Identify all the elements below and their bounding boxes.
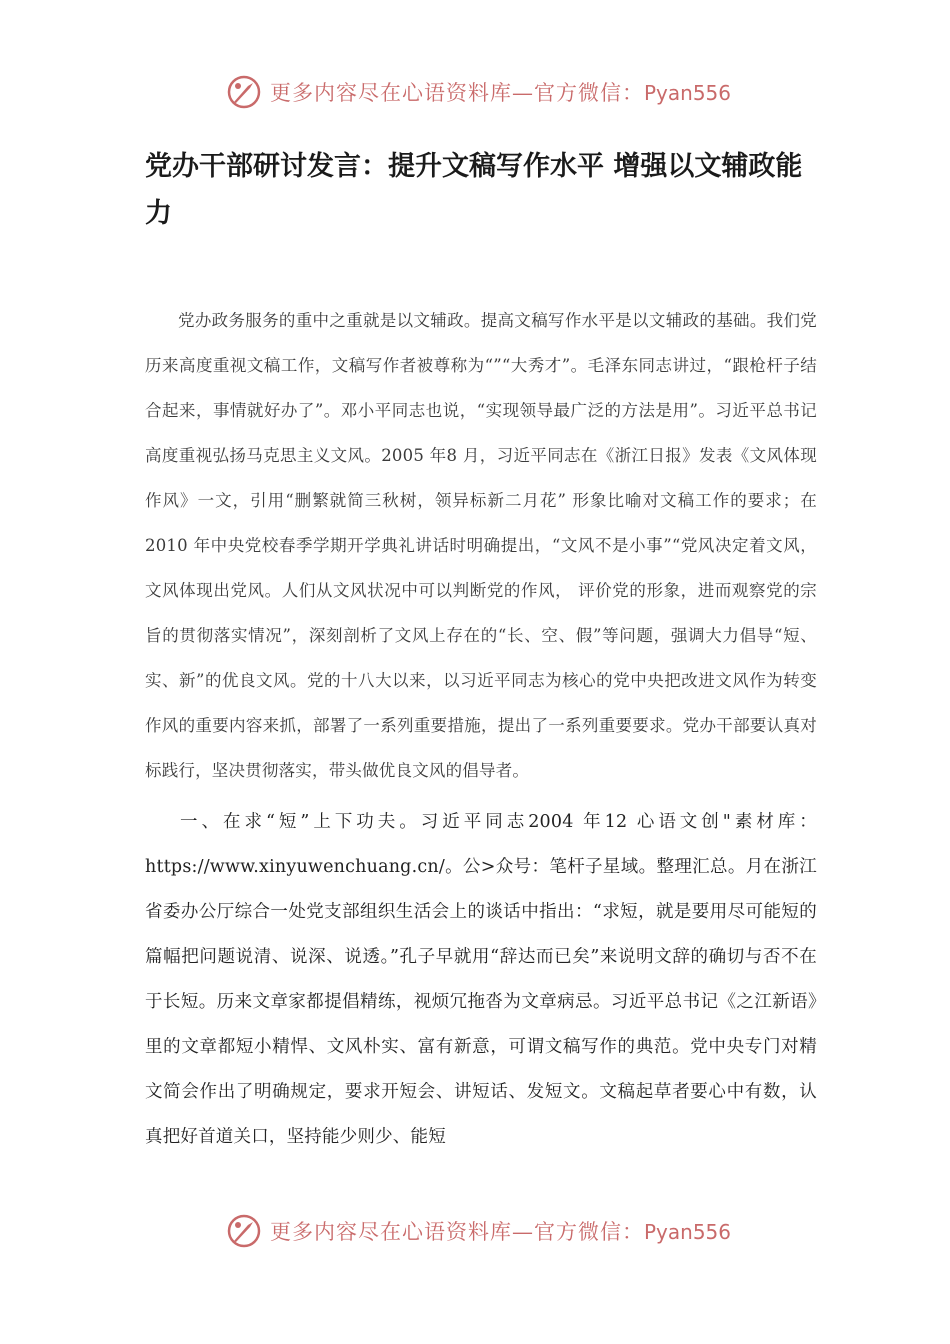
- footer-banner[interactable]: [226, 1211, 746, 1251]
- wechat-id: Pyan556: [644, 1220, 732, 1244]
- document-title: 党办干部研讨发言：提升文稿写作水平 增强以文辅政能力: [145, 151, 803, 229]
- banner-text: 更多内容尽在心语资料库—官方微信：Pyan556: [270, 1220, 732, 1244]
- body-paragraph: 一、在求“短”上下功夫。习近平同志2004 年12 心语文创"素材库：https://www.xinyuwenchuang.cn/。公>众号：笔杆子星域。整理汇总。月在浙江省委办公厅综合一处党支部组织生活会上的谈话中指出：“求短，就是要用尽可能短的篇幅把问题说清、说深、说透。”孔子早就用“辞达而已矣”来说明文辞的确切与否不在于长短。历来文章家都提倡精练，视烦冗拖沓为文章病忌。习近平总书记《之江新语》里的文章都短小精悍、文风朴实、富有新意，可谓文稿写作的典范。党中央专门对精文简会作出了明确规定，要求开短会、讲短话、发短文。文稿起草者要心中有数，认真把好首道关口，坚持能少则少、能短: [145, 812, 817, 1147]
- body-paragraph: 党办政务服务的重中之重就是以文辅政。提高文稿写作水平是以文辅政的基础。我们党历来高度重视文稿工作，文稿写作者被尊称为“”“大秀才”。毛泽东同志讲过，“跟枪杆子结合起来，事情就好办了”。邓小平同志也说，“实现领导最广泛的方法是用”。习近平总书记高度重视弘扬马克思主义文风。2005 年8 月，习近平同志在《浙江日报》发表《文风体现作风》一文，引用“删繁就简三秋树，领异标新二月花” 形象比喻对文稿工作的要求；在2010 年中央党校春季学期开学典礼讲话时明确提出，“文风不是小事”“党风决定着文风，文风体现出党风。人们从文风状况中可以判断党的作风， 评价党的形象，进而观察党的宗旨的贯彻落实情况”，深刻剖析了文风上存在的“长、空、假”等问题，强调大力倡导“短、实、新”的优良文风。党的十八大以来，以习近平同志为核心的党中央把改进文风作为转变作风的重要内容来抓，部署了一系列重要措施，提出了一系列重要要求。党办干部要认真对标践行，坚决贯彻落实，带头做优良文风的倡导者。: [145, 311, 817, 780]
- wechat-id: Pyan556: [644, 81, 732, 105]
- banner-text: 更多内容尽在心语资料库—官方微信：Pyan556: [270, 81, 732, 105]
- pen-logo-icon: [226, 74, 262, 110]
- pen-logo-icon: [226, 1213, 262, 1249]
- header-banner[interactable]: [226, 72, 746, 112]
